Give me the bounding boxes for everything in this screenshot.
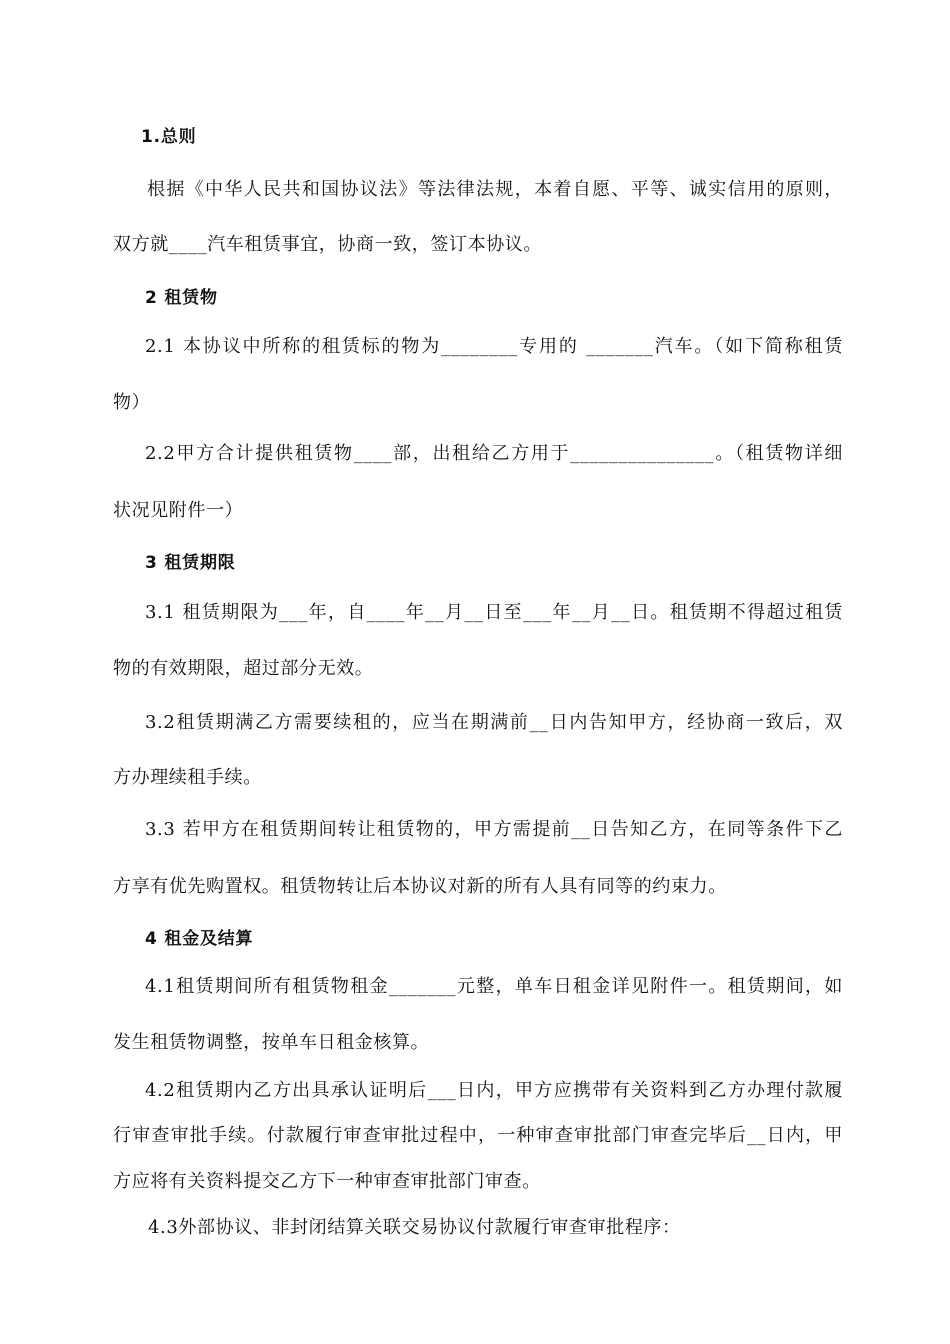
paragraph-2-2-line-2: 状况见附件一） [113, 500, 244, 521]
paragraph-3-3-line-1: 3.3 若甲方在租赁期间转让租赁物的，甲方需提前__日告知乙方，在同等条件下乙 [145, 819, 843, 840]
paragraph-1-line-2: 双方就____汽车租赁事宜，协商一致，签订本协议。 [113, 234, 542, 255]
paragraph-3-1-line-2: 物的有效期限，超过部分无效。 [113, 658, 374, 679]
section-1-heading: 1.总则 [141, 127, 197, 147]
paragraph-2-2-line-1: 2.2甲方合计提供租赁物____部，出租给乙方用于_______________。（租赁物详细 [145, 443, 843, 464]
paragraph-4-1-line-2: 发生租赁物调整，按单车日租金核算。 [113, 1032, 430, 1053]
paragraph-4-2-line-3: 方应将有关资料提交乙方下一种审查审批部门审查。 [113, 1171, 541, 1192]
section-2-heading: 2 租赁物 [145, 288, 218, 308]
paragraph-4-1-line-1: 4.1租赁期间所有租赁物租金_______元整，单车日租金详见附件一。租赁期间，如 [145, 976, 843, 997]
paragraph-1-line-1: 根据《中华人民共和国协议法》等法律法规，本着自愿、平等、诚实信用的原则， [147, 179, 843, 200]
paragraph-4-2-line-2: 行审查审批手续。付款履行审查审批过程中，一种审查审批部门审查完毕后__日内，甲 [113, 1125, 843, 1146]
paragraph-2-1-line-2: 物） [113, 392, 151, 413]
paragraph-4-2-line-1: 4.2租赁期内乙方出具承认证明后___日内，甲方应携带有关资料到乙方办理付款履 [145, 1080, 843, 1101]
section-4-heading: 4 租金及结算 [145, 929, 254, 949]
paragraph-3-3-line-2: 方享有优先购置权。租赁物转让后本协议对新的所有人具有同等的约束力。 [113, 876, 727, 897]
paragraph-3-2-line-1: 3.2租赁期满乙方需要续租的，应当在期满前__日内告知甲方，经协商一致后，双 [145, 712, 843, 733]
section-3-heading: 3 租赁期限 [145, 553, 236, 573]
paragraph-3-1-line-1: 3.1 租赁期限为___年，自____年__月__日至___年__月__日。租赁期不得超过租赁 [145, 602, 843, 623]
paragraph-4-3-line-1: 4.3外部协议、非封闭结算关联交易协议付款履行审查审批程序： [148, 1217, 681, 1238]
paragraph-2-1-line-1: 2.1 本协议中所称的租赁标的物为________专用的 _______汽车。（如下简称租赁 [145, 336, 843, 357]
paragraph-3-2-line-2: 方办理续租手续。 [113, 767, 262, 788]
